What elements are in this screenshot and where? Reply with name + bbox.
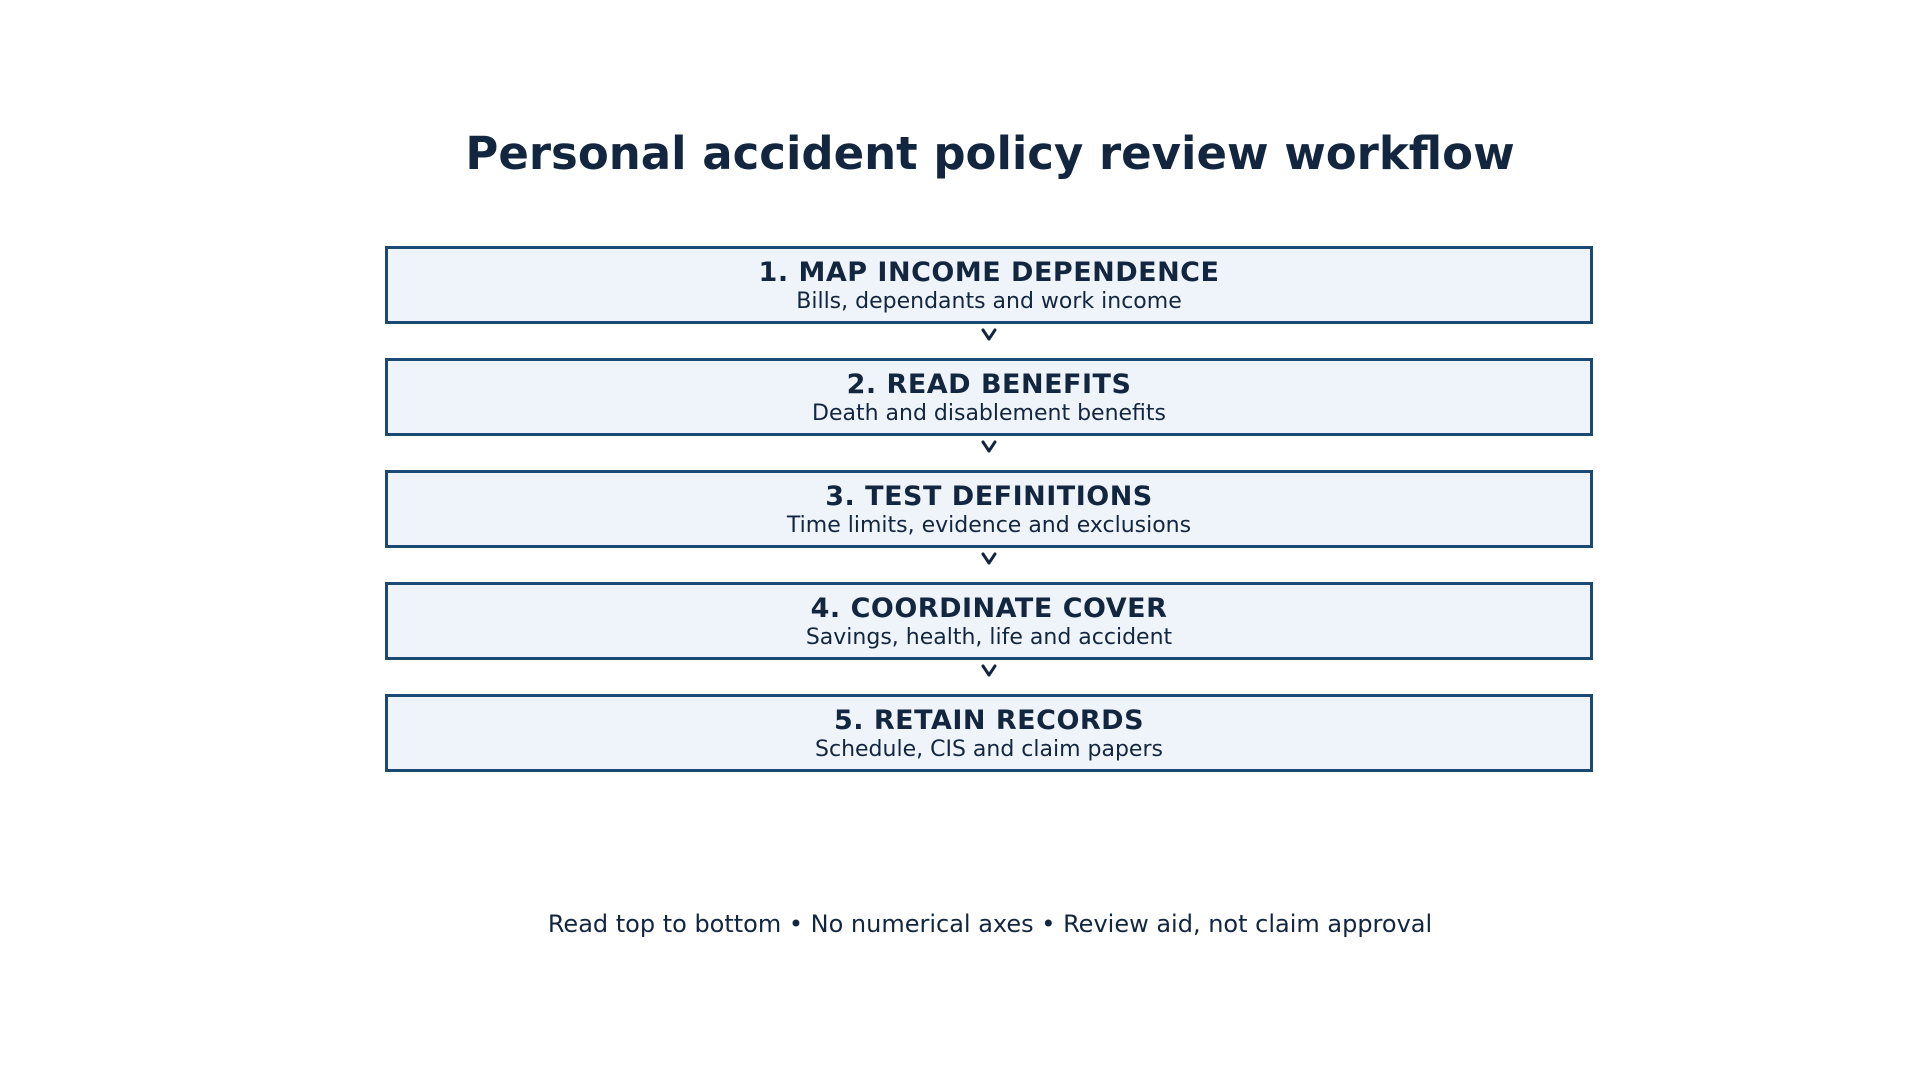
step-description: Savings, health, life and accident: [805, 625, 1173, 651]
step-description: Death and disablement benefits: [812, 401, 1166, 427]
diagram-title: Personal accident policy review workflow: [465, 127, 1515, 180]
chevron-down-icon: [981, 440, 997, 454]
step-connector: [385, 548, 1593, 582]
step-description: Schedule, CIS and claim papers: [815, 737, 1163, 763]
step-title: 5. RETAIN RECORDS: [833, 705, 1145, 736]
step-title: 3. TEST DEFINITIONS: [825, 481, 1153, 512]
diagram-footer-note: Read top to bottom • No numerical axes • Review aid, not claim approval: [547, 910, 1433, 938]
workflow-steps: [385, 246, 1593, 772]
step-box-1: [385, 246, 1593, 324]
chevron-down-icon: [981, 664, 997, 678]
step-connector: [385, 436, 1593, 470]
step-title: 2. READ BENEFITS: [846, 369, 1132, 400]
step-box-3: [385, 470, 1593, 548]
step-box-2: [385, 358, 1593, 436]
step-box-4: [385, 582, 1593, 660]
step-title: 1. MAP INCOME DEPENDENCE: [758, 257, 1220, 288]
chevron-down-icon: [981, 328, 997, 342]
step-description: Time limits, evidence and exclusions: [786, 513, 1192, 539]
step-description: Bills, dependants and work income: [796, 289, 1182, 315]
step-box-5: [385, 694, 1593, 772]
chevron-down-icon: [981, 552, 997, 566]
step-connector: [385, 324, 1593, 358]
step-title: 4. COORDINATE COVER: [810, 593, 1168, 624]
step-connector: [385, 660, 1593, 694]
